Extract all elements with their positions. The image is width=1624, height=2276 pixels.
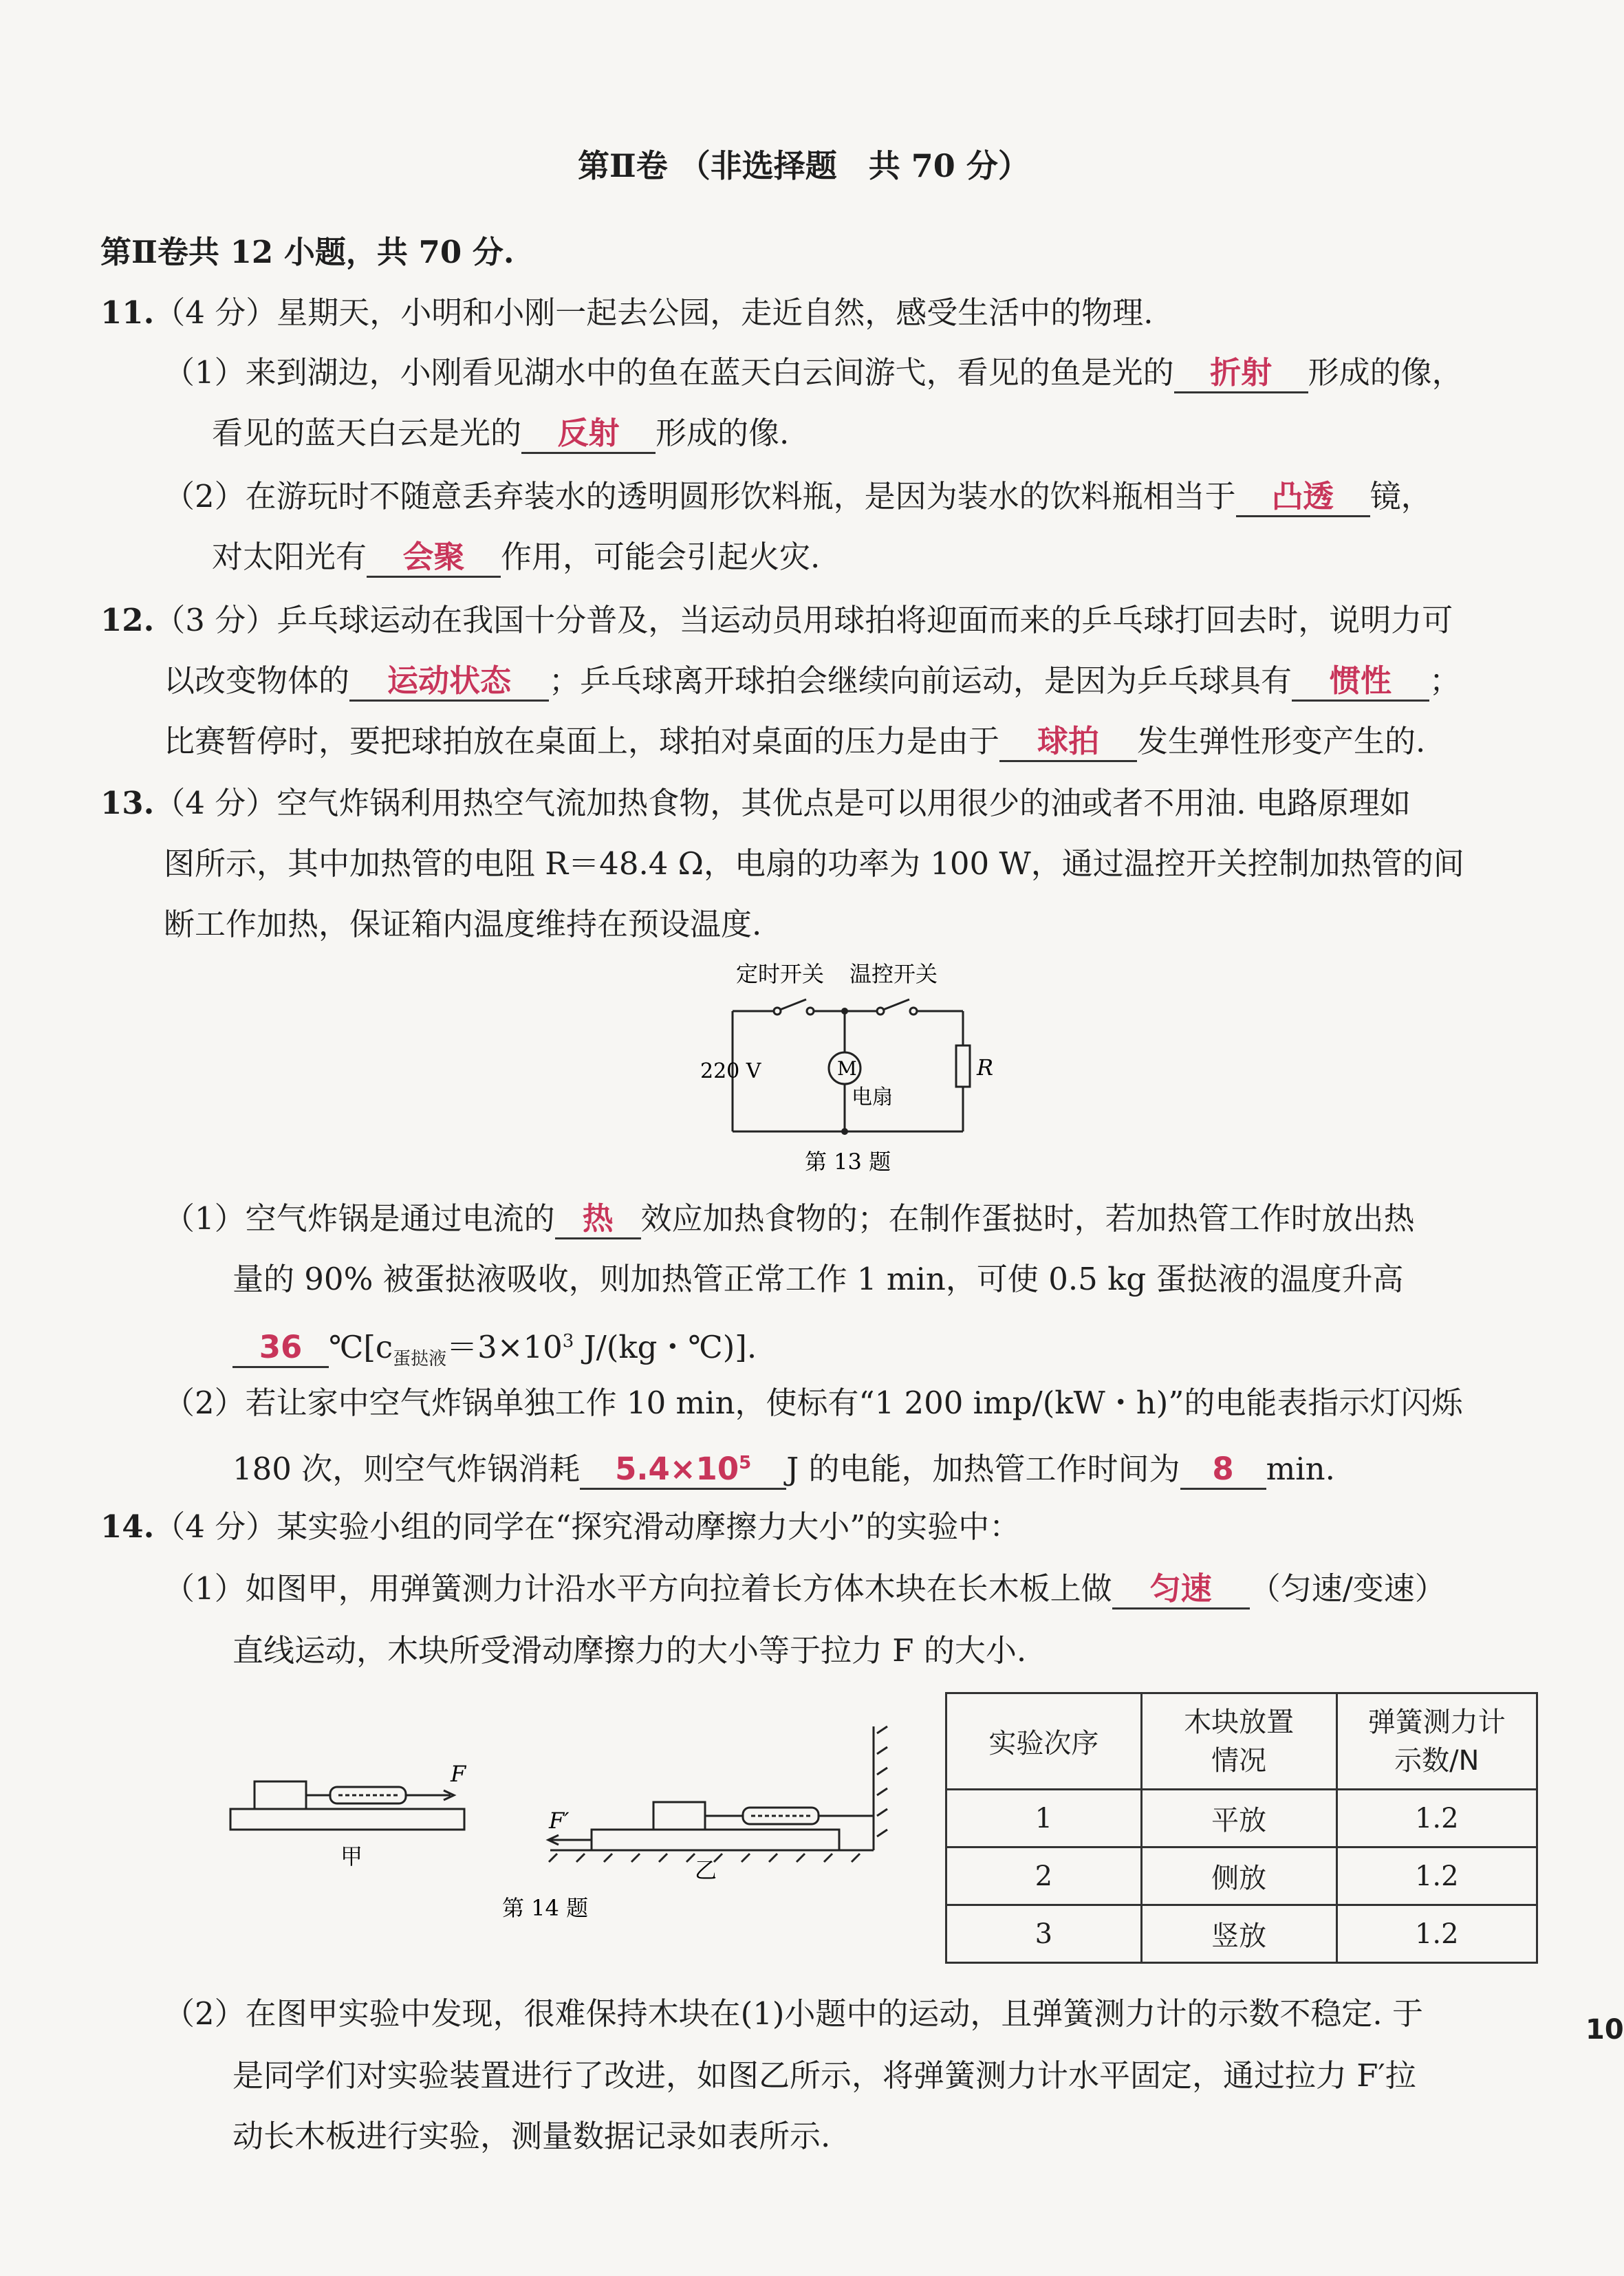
q13-answer-blank-1: 热 xyxy=(555,1200,641,1239)
q14-answer-blank-1: 匀速 xyxy=(1112,1570,1250,1610)
circuit-timer-switch-label: 定时开关 xyxy=(736,961,825,987)
table-cell: 侧放 xyxy=(1141,1847,1336,1905)
q13-answer-3-base: 5.4×10 xyxy=(615,1451,739,1487)
q11-part2-line1 xyxy=(164,476,1432,517)
q13-p1-superscript: 3 xyxy=(562,1331,574,1352)
q14-figure-caption: 第 14 题 xyxy=(502,1895,589,1921)
q13-p1-text-b: 效应加热食物的；在制作蛋挞时，若加热管工作时放出热 xyxy=(640,1200,1415,1237)
q13-part1-line2: 量的 90% 被蛋挞液吸收，则加热管正常工作 1 min，可使 0.5 kg 蛋挞液的温度升高 xyxy=(232,1261,1404,1297)
q11-p1-text-c: 看见的蓝天白云是光的 xyxy=(212,415,522,451)
q11-p1-text-b: 形成的像， xyxy=(1308,354,1463,391)
q12-text-2a: 以改变物体的 xyxy=(164,662,350,699)
q13-p2-text-b: 180 次，则空气炸锅消耗 xyxy=(232,1451,581,1487)
q14-friction-figure xyxy=(220,1726,894,1933)
q12-answer-blank-1: 运动状态 xyxy=(349,662,549,702)
table-row xyxy=(946,1905,1537,1963)
table-cell: 平放 xyxy=(1141,1790,1336,1847)
q11-answer-blank-3: 凸透 xyxy=(1236,478,1370,517)
q14-number: 14. xyxy=(100,1508,155,1545)
q13-p1-unit: ℃[c xyxy=(329,1329,393,1365)
circuit-temp-switch-label: 温控开关 xyxy=(849,961,938,987)
q11-part1-line1 xyxy=(164,352,1463,393)
q13-part1-line1 xyxy=(164,1198,1415,1239)
q13-answer-blank-3 xyxy=(580,1444,786,1490)
q12-text-3b: 发生弹性形变产生的. xyxy=(1137,723,1426,759)
q13-line1 xyxy=(100,783,1411,824)
table-cell: 1.2 xyxy=(1336,1790,1537,1847)
q12-line1 xyxy=(100,600,1453,641)
page-number: 10 xyxy=(1585,2014,1624,2046)
q11-p1-text-d: 形成的像. xyxy=(656,415,790,451)
q14-part1-line1 xyxy=(164,1568,1446,1610)
q11-answer-blank-2: 反射 xyxy=(521,415,656,454)
q13-answer-3-exponent: 5 xyxy=(739,1453,752,1473)
q14-part2-line1: （2）在图甲实验中发现，很难保持木块在(1)小题中的运动，且弹簧测力计的示数不稳定. 于 xyxy=(164,1995,1423,2032)
q13-p1-text-a: （1）空气炸锅是通过电流的 xyxy=(164,1200,555,1237)
fig-yi-force-label: F′ xyxy=(549,1808,570,1834)
q12-text-1: （3 分）乒乓球运动在我国十分普及，当运动员用球拍将迎面而来的乒乓球打回去时，说明力可 xyxy=(154,602,1453,638)
q11-stem: （4 分）星期天，小明和小刚一起去公园，走近自然，感受生活中的物理. xyxy=(154,294,1154,331)
table-cell: 1.2 xyxy=(1336,1847,1537,1905)
q12-answer-blank-2: 惯性 xyxy=(1292,662,1429,702)
q13-line2: 图所示，其中加热管的电阻 R＝48.4 Ω，电扇的功率为 100 W，通过温控开关控制加热管的间 xyxy=(164,845,1464,882)
q11-p2-text-a: （2）在游玩时不随意丢弃装水的透明圆形饮料瓶，是因为装水的饮料瓶相当于 xyxy=(164,478,1236,514)
table-row xyxy=(946,1847,1537,1905)
q11-p2-text-c: 对太阳光有 xyxy=(212,539,367,575)
q13-p1-rest: ＝3×10 xyxy=(446,1329,563,1365)
circuit-fan-label: 电扇 xyxy=(852,1085,893,1109)
q13-part1-line3 xyxy=(232,1321,757,1380)
fig-jia-label: 甲 xyxy=(340,1843,363,1869)
q11-part2-line2 xyxy=(212,537,820,578)
circuit-resistor-label: R xyxy=(977,1054,994,1081)
q11-p2-text-b: 镜， xyxy=(1369,478,1432,514)
q11-answer-blank-4: 会聚 xyxy=(367,539,501,578)
q14-stem: （4 分）某实验小组的同学在“探究滑动摩擦力大小”的实验中： xyxy=(154,1508,1021,1545)
q14-data-table xyxy=(945,1692,1538,1964)
q14-p1-text-a: （1）如图甲，用弹簧测力计沿水平方向拉着长方体木块在长木板上做 xyxy=(164,1570,1112,1607)
table-header-row xyxy=(946,1693,1537,1790)
table-row xyxy=(946,1790,1537,1847)
q12-text-2c: ； xyxy=(1429,662,1461,699)
q11-answer-blank-1: 折射 xyxy=(1174,354,1308,393)
table-cell: 1 xyxy=(946,1790,1142,1847)
q13-p1-subscript: 蛋挞液 xyxy=(393,1349,447,1369)
q12-answer-blank-3: 球拍 xyxy=(999,723,1137,762)
q13-p2-text-d: min. xyxy=(1266,1451,1335,1487)
q11-stem-line xyxy=(100,292,1154,334)
fig-jia-force-label: F xyxy=(451,1761,466,1787)
table-cell: 3 xyxy=(946,1905,1142,1963)
table-cell: 1.2 xyxy=(1336,1905,1537,1963)
q13-p2-text-c: J 的电能，加热管工作时间为 xyxy=(786,1451,1180,1487)
q11-part1-line2 xyxy=(212,413,789,454)
q11-number: 11. xyxy=(100,294,155,331)
q14-part1-line2: 直线运动，木块所受滑动摩擦力的大小等于拉力 F 的大小. xyxy=(232,1632,1027,1669)
table-header-cell: 木块放置 情况 xyxy=(1141,1693,1336,1790)
q14-part2-line3: 动长木板进行实验，测量数据记录如表所示. xyxy=(232,2118,831,2154)
q13-answer-blank-2: 36 xyxy=(232,1329,329,1368)
q13-answer-blank-4: 8 xyxy=(1180,1451,1266,1490)
q13-part2-line1: （2）若让家中空气炸锅单独工作 10 min，使标有“1 200 imp/(kW・h)”的电能表指示灯闪烁 xyxy=(164,1385,1463,1421)
q13-p1-end: J/(kg・℃)]. xyxy=(574,1329,757,1365)
table-cell: 2 xyxy=(946,1847,1142,1905)
q12-line3 xyxy=(164,721,1425,762)
q13-number: 13. xyxy=(100,785,155,821)
q13-part2-line2 xyxy=(232,1444,1335,1490)
q11-p1-text-a: （1）来到湖边，小刚看见湖水中的鱼在蓝天白云间游弋，看见的鱼是光的 xyxy=(164,354,1174,391)
q12-number: 12. xyxy=(100,602,155,638)
q12-line2 xyxy=(164,660,1460,702)
q14-part2-line2: 是同学们对实验装置进行了改进，如图乙所示，将弹簧测力计水平固定，通过拉力 F′拉 xyxy=(232,2057,1416,2094)
table-cell: 竖放 xyxy=(1141,1905,1336,1963)
q14-stem-line xyxy=(100,1506,1020,1548)
q13-figure-caption: 第 13 题 xyxy=(805,1149,891,1175)
q13-line3: 断工作加热，保证箱内温度维持在预设温度. xyxy=(164,906,762,942)
circuit-voltage-label: 220 V xyxy=(700,1059,761,1083)
table-header-cell: 弹簧测力计 示数/N xyxy=(1336,1693,1537,1790)
fig-yi-label: 乙 xyxy=(695,1857,717,1883)
q11-p2-text-d: 作用，可能会引起火灾. xyxy=(501,539,821,575)
q13-circuit-diagram xyxy=(688,960,1004,1186)
q12-text-3a: 比赛暂停时，要把球拍放在桌面上，球拍对桌面的压力是由于 xyxy=(164,723,1000,759)
circuit-motor-symbol: M xyxy=(837,1057,857,1080)
section-title: 第Ⅱ卷 （非选择题 共 70 分） xyxy=(578,147,1030,184)
q13-text-1: （4 分）空气炸锅利用热空气流加热食物，其优点是可以用很少的油或者不用油. 电路原理如 xyxy=(154,785,1411,821)
table-header-cell: 实验次序 xyxy=(946,1693,1142,1790)
section-intro: 第Ⅱ卷共 12 小题，共 70 分. xyxy=(100,234,515,270)
q14-p1-text-b: （匀速/变速） xyxy=(1249,1570,1446,1607)
q12-text-2b: ；乒乓球离开球拍会继续向前运动，是因为乒乓球具有 xyxy=(549,662,1292,699)
